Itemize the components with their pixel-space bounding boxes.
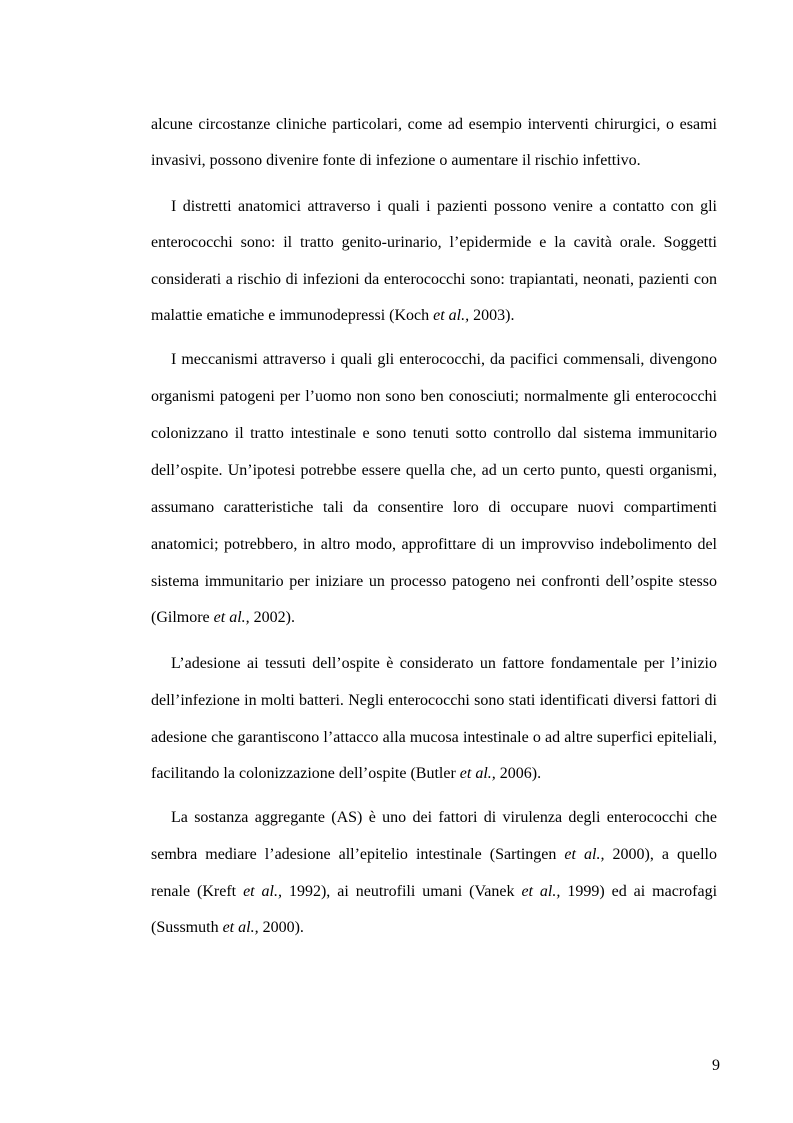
paragraph-5-line-4 xyxy=(151,918,717,938)
paragraph-5-line-1: La sostanza aggregante (AS) è uno dei fattori di virulenza degli enterococchi che xyxy=(171,809,717,826)
line-text: (Gilmore xyxy=(151,609,214,626)
paragraph-2-line-4 xyxy=(151,306,717,326)
paragraph-4-line-2: dell’infezione in molti batteri. Negli enterococchi sono stati identificati diversi fattori di xyxy=(151,692,717,709)
citation-etal: et al., xyxy=(564,846,605,863)
page-number: 9 xyxy=(712,1057,720,1074)
paragraph-3-line-4: dell’ospite. Un’ipotesi potrebbe essere quella che, ad un certo punto, questi organismi, xyxy=(151,462,717,479)
line-text: 2000), a quello xyxy=(604,846,717,863)
paragraph-3-line-7: sistema immunitario per iniziare un processo patogeno nei confronti dell’ospite stesso xyxy=(151,573,717,590)
line-text: 1999) ed ai macrofagi xyxy=(560,883,718,900)
paragraph-3-line-8 xyxy=(151,608,717,628)
paragraph-4-line-3: adesione che garantiscono l’attacco alla mucosa intestinale o ad altre superfici epiteliali, xyxy=(151,729,717,746)
line-text: 2006). xyxy=(495,765,542,782)
paragraph-3-line-5: assumano caratteristiche tali da consentire loro di occupare nuovi compartimenti xyxy=(151,499,717,516)
line-text: sembra mediare l’adesione all’epitelio intestinale (Sartingen xyxy=(151,846,565,863)
citation-etal: et al., xyxy=(459,765,496,782)
paragraph-2-line-1: I distretti anatomici attraverso i quali i pazienti possono venire a contatto con gli xyxy=(171,198,717,215)
citation-etal: et al., xyxy=(243,883,283,900)
paragraph-5-line-2 xyxy=(151,845,717,865)
paragraph-1-line-2: invasivi, possono divenire fonte di infezione o aumentare il rischio infettivo. xyxy=(151,152,641,169)
paragraph-3-line-2: organismi patogeni per l’uomo non sono ben conosciuti; normalmente gli enterococchi xyxy=(151,388,717,405)
line-text: 2002). xyxy=(249,609,295,626)
line-text: 2003). xyxy=(469,307,515,324)
paragraph-3-line-1: I meccanismi attraverso i quali gli enterococchi, da pacifici commensali, divengono xyxy=(171,351,717,368)
line-text: (Sussmuth xyxy=(151,919,223,936)
paragraph-1-line-1: alcune circostanze cliniche particolari, come ad esempio interventi chirurgici, o esami xyxy=(151,116,717,133)
citation-etal: et al., xyxy=(433,307,470,324)
paragraph-3-line-6: anatomici; potrebbero, in altro modo, approfittare di un improvviso indebolimento del xyxy=(151,536,717,553)
citation-etal: et al., xyxy=(213,609,250,626)
line-text: 1992), ai neutrofili umani (Vanek xyxy=(282,883,522,900)
line-text: malattie ematiche e immunodepressi (Koch xyxy=(151,307,434,324)
citation-etal: et al., xyxy=(521,883,561,900)
paragraph-2-line-3: considerati a rischio di infezioni da enterococchi sono: trapiantati, neonati, pazienti con xyxy=(151,271,717,288)
line-text: renale (Kreft xyxy=(151,883,244,900)
line-text: facilitando la colonizzazione dell’ospite (Butler xyxy=(151,765,460,782)
paragraph-4-line-4 xyxy=(151,764,717,784)
paragraph-5-line-3 xyxy=(151,882,717,902)
paragraph-2-line-2: enterococchi sono: il tratto genito-urinario, l’epidermide e la cavità orale. Soggetti xyxy=(151,234,717,251)
line-text: 2000). xyxy=(258,919,304,936)
paragraph-3-line-3: colonizzano il tratto intestinale e sono tenuti sotto controllo dal sistema immunitario xyxy=(151,425,717,442)
paragraph-4-line-1: L’adesione ai tessuti dell’ospite è considerato un fattore fondamentale per l’inizio xyxy=(171,655,717,672)
citation-etal: et al., xyxy=(222,919,259,936)
